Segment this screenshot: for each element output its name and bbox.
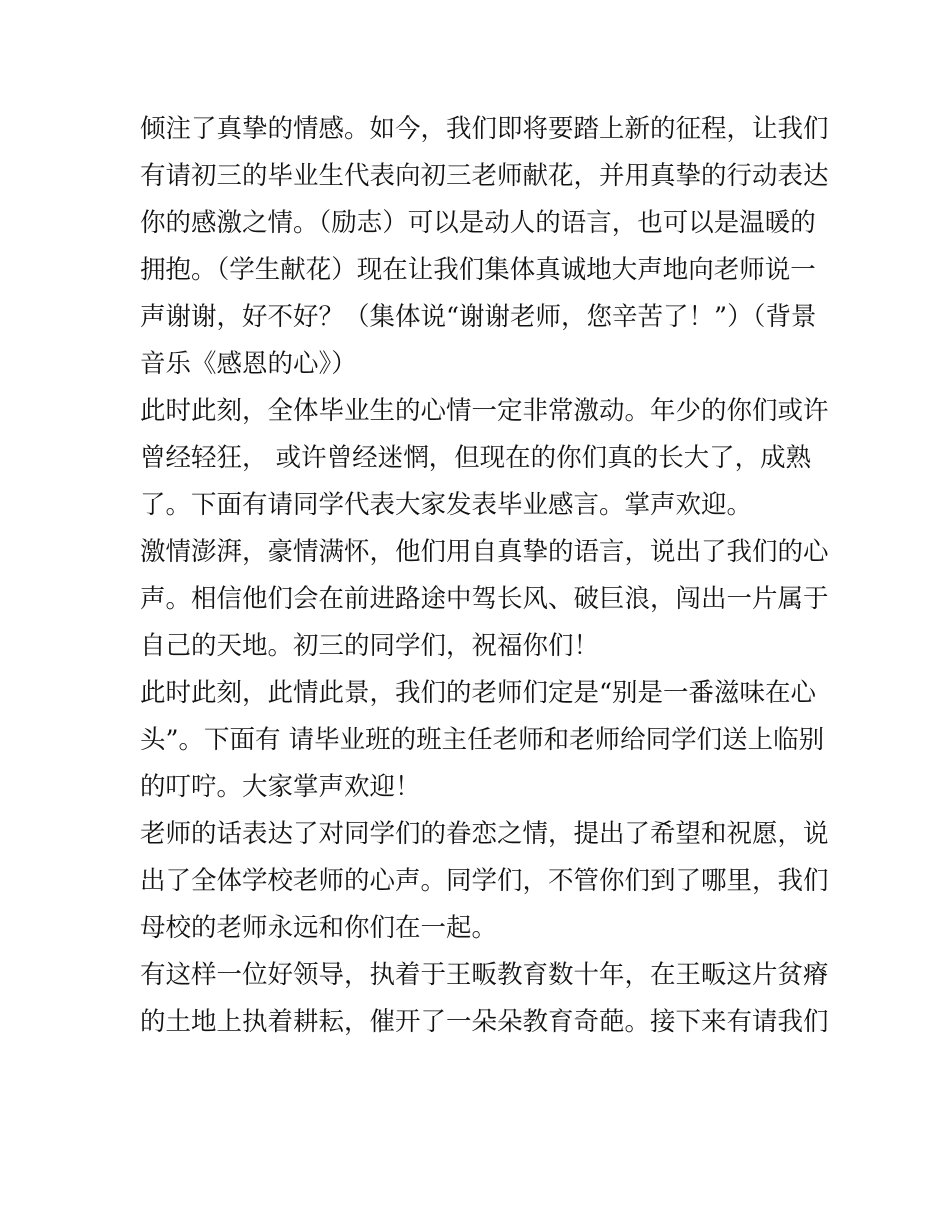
- text-line: 老师的话表达了对同学们的眷恋之情，提出了希望和祝愿，说: [140, 819, 829, 849]
- text-line: 音乐《感恩的心》）: [140, 349, 357, 379]
- text-line: 声。相信他们会在前进路途中驾长风、破巨浪，闯出一片属于: [140, 584, 829, 614]
- text-line: 的叮咛。大家掌声欢迎！: [140, 772, 421, 802]
- text-line: 曾经轻狂， 或许曾经迷惘，但现在的你们真的长大了，成熟: [140, 443, 812, 473]
- text-line: 出了全体学校老师的心声。同学们，不管你们到了哪里，我们: [140, 866, 829, 896]
- text-line: 有这样一位好领导，执着于王畈教育数十年，在王畈这片贫瘠: [140, 960, 829, 990]
- document-body: [140, 106, 829, 1046]
- text-line: 了。下面有请同学代表大家发表毕业感言。掌声欢迎。: [140, 490, 753, 520]
- text-line: 自己的天地。初三的同学们，祝福你们！: [140, 631, 600, 661]
- text-line: 的土地上执着耕耘，催开了一朵朵教育奇葩。接下来有请我们: [140, 1007, 829, 1037]
- text-line: 声谢谢，好不好？（集体说“谢谢老师，您辛苦了！”）（背景: [140, 302, 817, 332]
- text-line: 头”。下面有 请毕业班的班主任老师和老师给同学们送上临别: [140, 725, 825, 755]
- text-line: 你的感激之情。（励志）可以是动人的语言，也可以是温暖的: [140, 208, 816, 238]
- text-line: 有请初三的毕业生代表向初三老师献花，并用真挚的行动表达: [140, 161, 829, 191]
- text-line: 激情澎湃，豪情满怀，他们用自真挚的语言，说出了我们的心: [140, 537, 829, 567]
- text-line: 此时此刻，全体毕业生的心情一定非常激动。年少的你们或许: [140, 396, 829, 426]
- text-line: 拥抱。（学生献花）现在让我们集体真诚地大声地向老师说一: [140, 255, 816, 285]
- text-line: 倾注了真挚的情感。如今，我们即将要踏上新的征程，让我们: [140, 114, 829, 144]
- text-line: 此时此刻，此情此景，我们的老师们定是“别是一番滋味在心: [140, 678, 817, 708]
- text-line: 母校的老师永远和你们在一起。: [140, 913, 498, 943]
